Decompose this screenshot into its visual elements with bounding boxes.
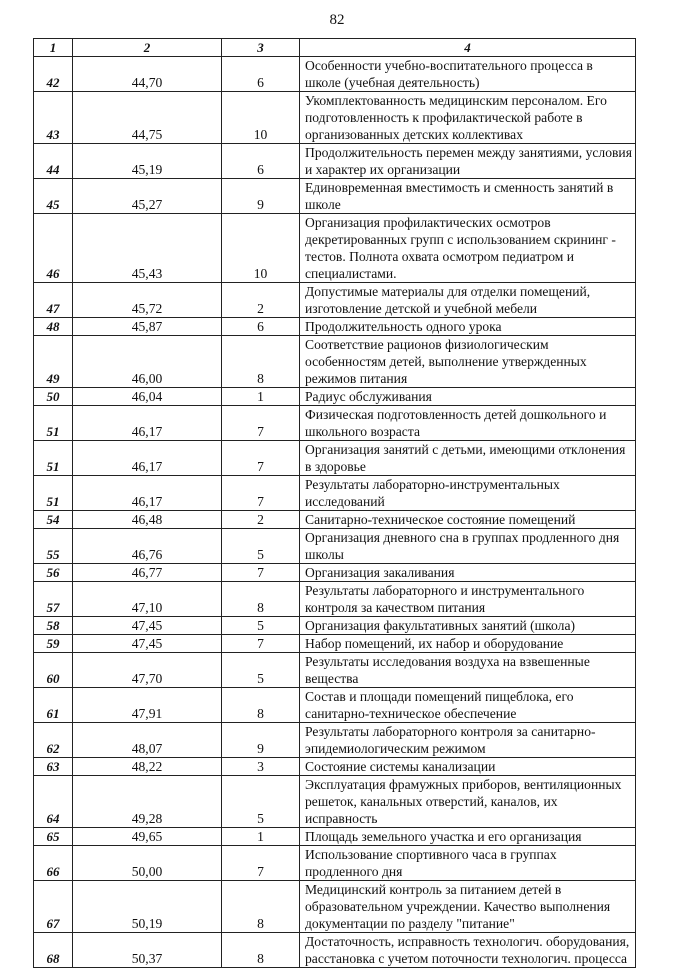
score-cell: 8	[222, 688, 300, 723]
value-cell: 47,70	[73, 653, 222, 688]
table-row	[34, 846, 636, 881]
value-cell: 44,70	[73, 57, 222, 92]
column-header-2: 2	[73, 39, 222, 57]
value-cell: 44,75	[73, 92, 222, 144]
table-row	[34, 529, 636, 564]
value-cell: 46,17	[73, 476, 222, 511]
score-cell: 7	[222, 846, 300, 881]
row-number-cell: 48	[34, 318, 73, 336]
row-number-cell: 58	[34, 617, 73, 635]
row-number-cell: 59	[34, 635, 73, 653]
score-cell: 9	[222, 723, 300, 758]
table-row	[34, 214, 636, 283]
row-number-cell: 51	[34, 406, 73, 441]
row-number-cell: 60	[34, 653, 73, 688]
description-cell: Продолжительность перемен между занятиями, условия и характер их организации	[300, 144, 636, 179]
value-cell: 45,87	[73, 318, 222, 336]
table-row	[34, 179, 636, 214]
row-number-cell: 57	[34, 582, 73, 617]
description-cell: Результаты исследования воздуха на взвешенные вещества	[300, 653, 636, 688]
score-cell: 6	[222, 57, 300, 92]
table-row	[34, 758, 636, 776]
description-cell: Эксплуатация фрамужных приборов, вентиляционных решеток, канальных отверстий, каналов, их исправность	[300, 776, 636, 828]
table-header-row	[34, 39, 636, 57]
table-row	[34, 441, 636, 476]
column-header-3: 3	[222, 39, 300, 57]
description-cell: Площадь земельного участка и его организация	[300, 828, 636, 846]
row-number-cell: 42	[34, 57, 73, 92]
table-row	[34, 933, 636, 968]
value-cell: 45,72	[73, 283, 222, 318]
table-body	[34, 57, 636, 968]
value-cell: 45,19	[73, 144, 222, 179]
table-row	[34, 144, 636, 179]
value-cell: 49,65	[73, 828, 222, 846]
row-number-cell: 67	[34, 881, 73, 933]
description-cell: Единовременная вместимость и сменность занятий в школе	[300, 179, 636, 214]
description-cell: Организация профилактических осмотров декретированных групп с использованием скрининг - тестов. Полнота охвата осмотром педиатром и специалистами.	[300, 214, 636, 283]
description-cell: Результаты лабораторного контроля за санитарно-эпидемиологическим режимом	[300, 723, 636, 758]
description-cell: Физическая подготовленность детей дошкольного и школьного возраста	[300, 406, 636, 441]
description-cell: Санитарно-техническое состояние помещений	[300, 511, 636, 529]
value-cell: 50,19	[73, 881, 222, 933]
row-number-cell: 45	[34, 179, 73, 214]
row-number-cell: 62	[34, 723, 73, 758]
row-number-cell: 43	[34, 92, 73, 144]
row-number-cell: 46	[34, 214, 73, 283]
score-cell: 8	[222, 582, 300, 617]
score-cell: 8	[222, 881, 300, 933]
table-row	[34, 283, 636, 318]
score-cell: 8	[222, 336, 300, 388]
row-number-cell: 44	[34, 144, 73, 179]
value-cell: 50,00	[73, 846, 222, 881]
table-row	[34, 828, 636, 846]
score-cell: 1	[222, 388, 300, 406]
score-cell: 7	[222, 476, 300, 511]
description-cell: Допустимые материалы для отделки помещений, изготовление детской и учебной мебели	[300, 283, 636, 318]
score-cell: 9	[222, 179, 300, 214]
description-cell: Организация занятий с детьми, имеющими отклонения в здоровье	[300, 441, 636, 476]
description-cell: Набор помещений, их набор и оборудование	[300, 635, 636, 653]
page-number: 82	[329, 12, 345, 28]
description-cell: Соответствие рационов физиологическим особенностям детей, выполнение утвержденных режимов питания	[300, 336, 636, 388]
value-cell: 46,04	[73, 388, 222, 406]
score-cell: 5	[222, 529, 300, 564]
description-cell: Использование спортивного часа в группах продленного дня	[300, 846, 636, 881]
row-number-cell: 63	[34, 758, 73, 776]
table-row	[34, 336, 636, 388]
value-cell: 47,45	[73, 635, 222, 653]
score-cell: 5	[222, 653, 300, 688]
score-cell: 5	[222, 776, 300, 828]
score-cell: 6	[222, 318, 300, 336]
description-cell: Состав и площади помещений пищеблока, его санитарно-техническое обеспечение	[300, 688, 636, 723]
value-cell: 45,43	[73, 214, 222, 283]
value-cell: 47,45	[73, 617, 222, 635]
description-cell: Продолжительность одного урока	[300, 318, 636, 336]
row-number-cell: 51	[34, 476, 73, 511]
score-cell: 7	[222, 564, 300, 582]
score-cell: 1	[222, 828, 300, 846]
column-header-1: 1	[34, 39, 73, 57]
description-cell: Укомплектованность медицинским персоналом. Его подготовленность к профилактической работе в организованных детских коллективах	[300, 92, 636, 144]
description-cell: Достаточность, исправность технологич. оборудования, расстановка с учетом поточности технологич. процесса	[300, 933, 636, 968]
score-cell: 10	[222, 92, 300, 144]
row-number-cell: 56	[34, 564, 73, 582]
table-row	[34, 653, 636, 688]
row-number-cell: 61	[34, 688, 73, 723]
score-cell: 7	[222, 406, 300, 441]
document-table	[33, 38, 636, 968]
description-cell: Особенности учебно-воспитательного процесса в школе (учебная деятельность)	[300, 57, 636, 92]
table-row	[34, 688, 636, 723]
column-header-4: 4	[300, 39, 636, 57]
table-row	[34, 564, 636, 582]
score-cell: 3	[222, 758, 300, 776]
row-number-cell: 54	[34, 511, 73, 529]
value-cell: 46,76	[73, 529, 222, 564]
value-cell: 46,00	[73, 336, 222, 388]
row-number-cell: 47	[34, 283, 73, 318]
description-cell: Состояние системы канализации	[300, 758, 636, 776]
score-cell: 2	[222, 283, 300, 318]
value-cell: 49,28	[73, 776, 222, 828]
value-cell: 46,17	[73, 406, 222, 441]
table-row	[34, 582, 636, 617]
table-row	[34, 723, 636, 758]
table-row	[34, 318, 636, 336]
row-number-cell: 50	[34, 388, 73, 406]
row-number-cell: 66	[34, 846, 73, 881]
value-cell: 46,77	[73, 564, 222, 582]
table-row	[34, 476, 636, 511]
row-number-cell: 68	[34, 933, 73, 968]
description-cell: Результаты лабораторного и инструментального контроля за качеством питания	[300, 582, 636, 617]
description-cell: Организация факультативных занятий (школа)	[300, 617, 636, 635]
value-cell: 47,91	[73, 688, 222, 723]
table-row	[34, 617, 636, 635]
score-cell: 8	[222, 933, 300, 968]
score-cell: 6	[222, 144, 300, 179]
row-number-cell: 51	[34, 441, 73, 476]
value-cell: 46,17	[73, 441, 222, 476]
table-row	[34, 511, 636, 529]
table-row	[34, 635, 636, 653]
score-cell: 7	[222, 635, 300, 653]
table-row	[34, 388, 636, 406]
description-cell: Медицинский контроль за питанием детей в образовательном учреждении. Качество выполнения документации по разделу "питание"	[300, 881, 636, 933]
table-row	[34, 776, 636, 828]
score-cell: 7	[222, 441, 300, 476]
value-cell: 48,22	[73, 758, 222, 776]
row-number-cell: 65	[34, 828, 73, 846]
row-number-cell: 64	[34, 776, 73, 828]
description-cell: Организация дневного сна в группах продленного дня школы	[300, 529, 636, 564]
value-cell: 45,27	[73, 179, 222, 214]
table-row	[34, 57, 636, 92]
row-number-cell: 49	[34, 336, 73, 388]
table-row	[34, 881, 636, 933]
table-row	[34, 92, 636, 144]
value-cell: 47,10	[73, 582, 222, 617]
description-cell: Радиус обслуживания	[300, 388, 636, 406]
description-cell: Результаты лабораторно-инструментальных исследований	[300, 476, 636, 511]
value-cell: 48,07	[73, 723, 222, 758]
score-cell: 10	[222, 214, 300, 283]
description-cell: Организация закаливания	[300, 564, 636, 582]
table-row	[34, 406, 636, 441]
value-cell: 50,37	[73, 933, 222, 968]
value-cell: 46,48	[73, 511, 222, 529]
score-cell: 5	[222, 617, 300, 635]
score-cell: 2	[222, 511, 300, 529]
row-number-cell: 55	[34, 529, 73, 564]
